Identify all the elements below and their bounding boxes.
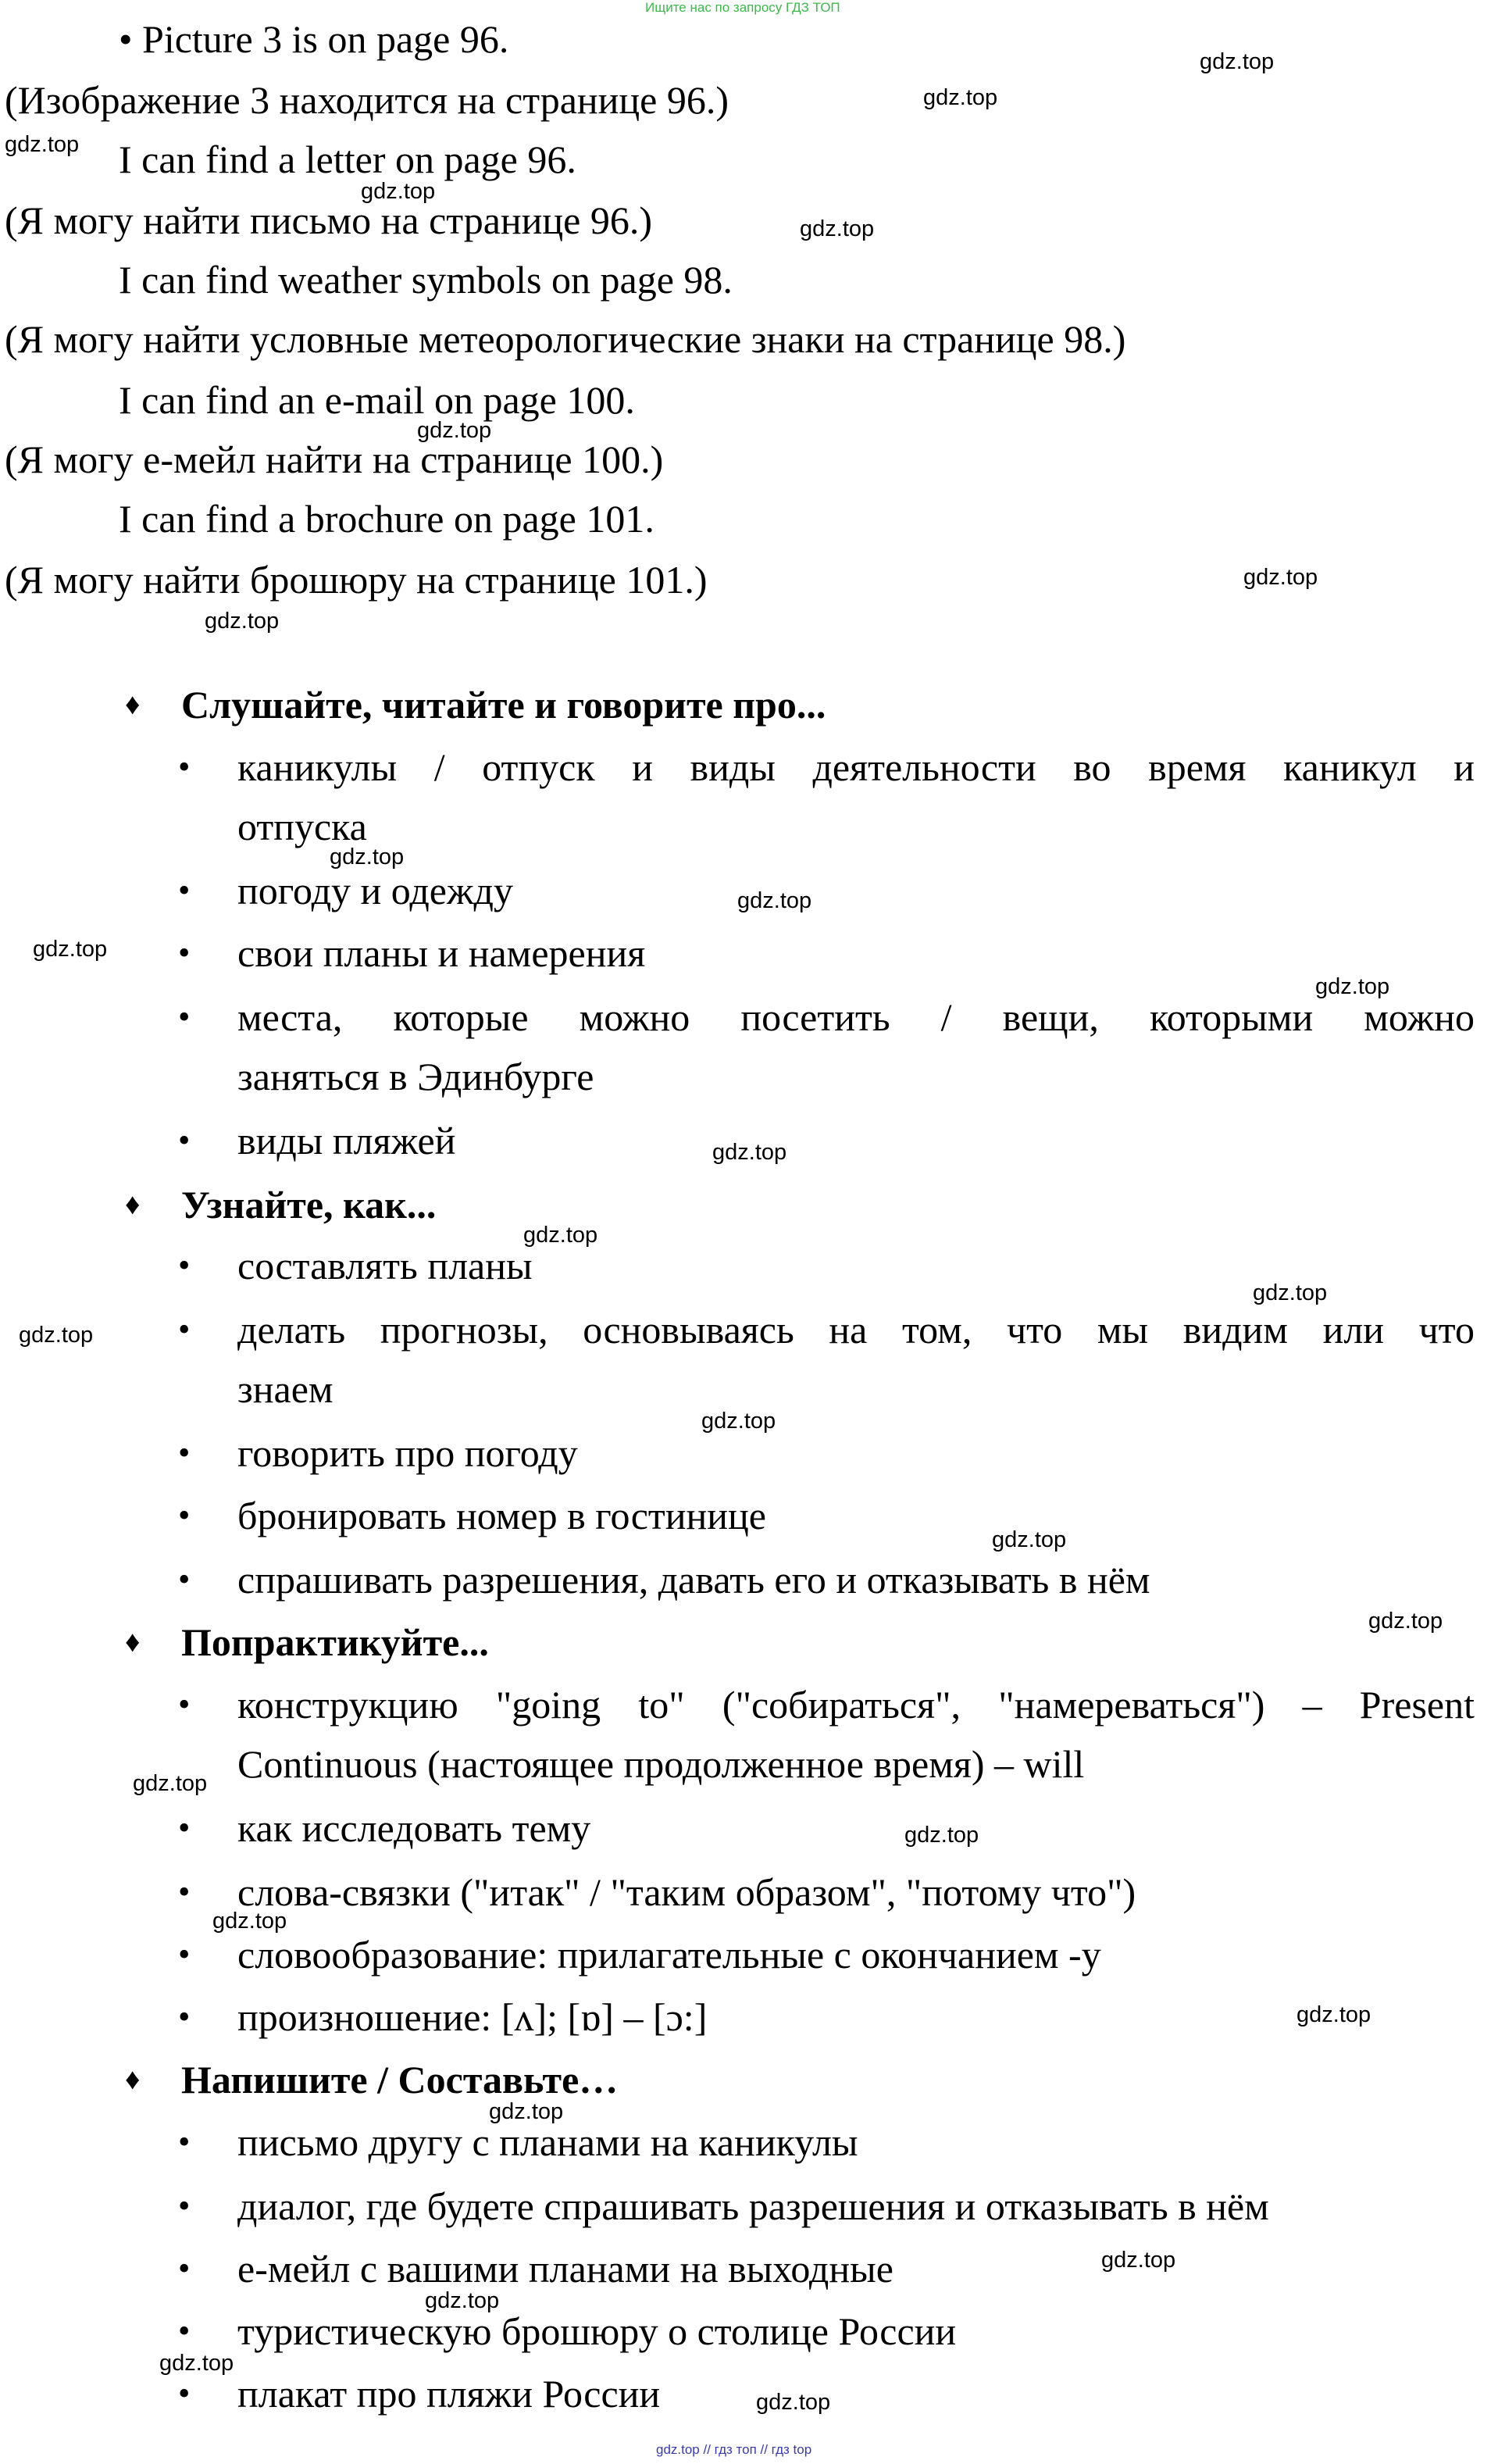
list-bullet: •	[178, 2123, 191, 2161]
watermark: gdz.top	[330, 845, 405, 870]
list-item: е-мейл с вашими планами на выходные	[237, 2247, 893, 2291]
list-item-continuation: отпуска	[237, 805, 367, 848]
list-bullet: •	[178, 2249, 191, 2287]
list-bullet: •	[178, 2374, 191, 2412]
list-item: произношение: [ʌ]; [ɒ] – [ɔ:]	[237, 1995, 708, 2039]
section-heading: Напишите / Составьте…	[181, 2058, 619, 2102]
line-bullet	[119, 14, 508, 64]
line-letter: I can find a letter on page 96.	[119, 137, 576, 181]
watermark: gdz.top	[712, 1140, 787, 1165]
section-heading: Слушайте, читайте и говорите про...	[181, 683, 826, 727]
list-bullet: •	[178, 2187, 191, 2225]
watermark: gdz.top	[992, 1527, 1067, 1552]
list-item: погоду и одежду	[237, 869, 513, 912]
list-item: бронировать номер в гостинице	[237, 1494, 766, 1537]
list-item: свои планы и намерения	[237, 931, 646, 975]
line-brochure-translation: (Я могу найти брошюру на странице 101.)	[5, 558, 708, 602]
list-item: каникулы / отпуск и виды деятельности во время каникул и	[237, 745, 1475, 789]
list-item: письмо другу с планами на каникулы	[237, 2120, 858, 2164]
list-item-continuation: Continuous (настоящее продолженное время) – will	[237, 1742, 1085, 1786]
list-bullet: •	[178, 1434, 191, 1472]
watermark: gdz.top	[756, 2390, 831, 2415]
list-bullet: •	[178, 1246, 191, 1284]
list-item: диалог, где будете спрашивать разрешения и отказывать в нём	[237, 2184, 1269, 2228]
list-item: места, которые можно посетить / вещи, которыми можно	[237, 995, 1475, 1039]
diamond-bullet: ♦	[125, 688, 141, 721]
list-item: конструкцию "going to" ("собираться", "намереваться") – Present	[237, 1683, 1475, 1727]
watermark: gdz.top	[1253, 1280, 1328, 1305]
list-bullet: •	[178, 1310, 191, 1348]
watermark: gdz.top	[19, 1323, 94, 1348]
list-item: туристическую брошюру о столице России	[237, 2309, 957, 2353]
diamond-bullet: ♦	[125, 1188, 141, 1221]
list-bullet: •	[178, 1998, 191, 2036]
list-bullet: •	[178, 1560, 191, 1598]
list-item-continuation: заняться в Эдинбурге	[237, 1055, 594, 1098]
list-bullet: •	[178, 2312, 191, 2350]
watermark: gdz.top	[523, 1223, 598, 1248]
section-heading: Попрактикуйте...	[181, 1620, 489, 1664]
list-bullet: •	[178, 1809, 191, 1847]
watermark: gdz.top	[361, 179, 436, 204]
line-picture-3-translation: (Изображение 3 находится на странице 96.)	[5, 78, 729, 122]
line-brochure: I can find a brochure on page 101.	[119, 497, 654, 541]
watermark: gdz.top	[205, 609, 280, 634]
line-weather-symbols: I can find weather symbols on page 98.	[119, 258, 733, 302]
list-item: слова-связки ("итак" / "таким образом", "потому что")	[237, 1870, 1136, 1914]
watermark: gdz.top	[701, 1409, 776, 1434]
diamond-bullet: ♦	[125, 2063, 141, 2096]
watermark: gdz.top	[904, 1823, 979, 1848]
watermark: gdz.top	[1101, 2248, 1176, 2273]
watermark: gdz.top	[1243, 565, 1318, 590]
list-item-continuation: знаем	[237, 1367, 333, 1411]
list-bullet: •	[178, 1496, 191, 1534]
watermark: gdz.top	[489, 2099, 564, 2124]
watermark: gdz.top	[5, 132, 80, 157]
search-banner: Ищите нас по запросу ГДЗ ТОП	[645, 0, 840, 15]
list-bullet: •	[178, 1873, 191, 1911]
section-heading: Узнайте, как...	[181, 1183, 437, 1227]
list-item: говорить про погоду	[237, 1431, 578, 1475]
watermark: gdz.top	[1368, 1609, 1443, 1634]
watermark: gdz.top	[800, 216, 875, 241]
line-picture-3: Picture 3 is on page 96.	[142, 17, 509, 61]
watermark: gdz.top	[923, 85, 998, 110]
watermark: gdz.top	[417, 418, 492, 443]
watermark: gdz.top	[425, 2288, 500, 2313]
list-item: делать прогнозы, основываясь на том, что мы видим или что	[237, 1308, 1475, 1352]
list-bullet: •	[178, 934, 191, 972]
line-weather-symbols-translation: (Я могу найти условные метеорологические знаки на странице 98.)	[5, 317, 1126, 361]
list-bullet: •	[178, 871, 191, 909]
list-bullet: •	[178, 1121, 191, 1159]
list-item: плакат про пляжи России	[237, 2372, 661, 2416]
list-item: словообразование: прилагательные с окончанием -y	[237, 1933, 1101, 1977]
list-bullet: •	[178, 1935, 191, 1973]
list-item: виды пляжей	[237, 1119, 456, 1162]
watermark: gdz.top	[133, 1771, 208, 1796]
line-email-translation: (Я могу е-мейл найти на странице 100.)	[5, 437, 664, 481]
diamond-bullet: ♦	[125, 1626, 141, 1659]
list-item: как исследовать тему	[237, 1806, 591, 1850]
list-item: спрашивать разрешения, давать его и отказывать в нём	[237, 1558, 1150, 1602]
list-bullet: •	[178, 998, 191, 1036]
watermark: gdz.top	[737, 888, 812, 913]
watermark: gdz.top	[1296, 2002, 1371, 2027]
footer-links[interactable]: gdz.top // гдз топ // гдз top	[656, 2442, 812, 2457]
watermark: gdz.top	[33, 937, 108, 962]
line-letter-translation: (Я могу найти письмо на странице 96.)	[5, 198, 653, 242]
line-email: I can find an e-mail on page 100.	[119, 378, 635, 422]
list-bullet: •	[178, 1685, 191, 1723]
list-item: составлять планы	[237, 1244, 533, 1287]
watermark: gdz.top	[1200, 49, 1275, 74]
list-bullet: •	[178, 748, 191, 786]
watermark: gdz.top	[1315, 974, 1390, 999]
watermark: gdz.top	[212, 1909, 287, 1934]
bullet-mark: •	[119, 17, 133, 61]
watermark: gdz.top	[159, 2351, 234, 2376]
